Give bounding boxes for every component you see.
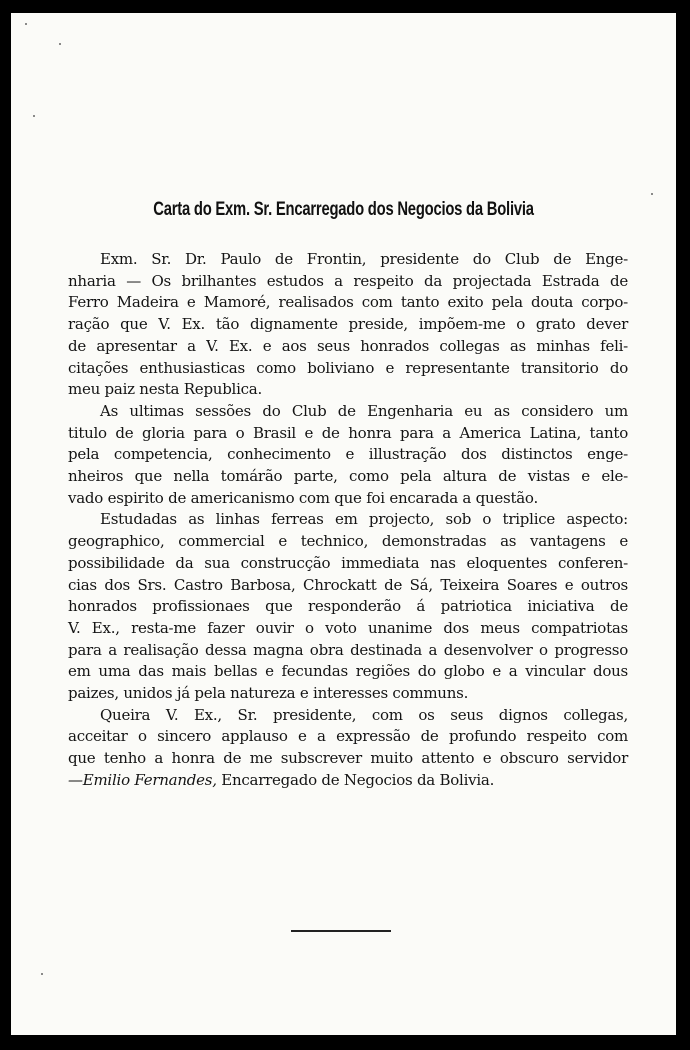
paper-speck: [41, 973, 43, 975]
text-line: Ferro Madeira e Mamoré, realisados com tanto exito pela douta corpo-: [68, 293, 628, 312]
text-line: pela competencia, conhecimento e illustração dos distinctos enge-: [68, 445, 628, 464]
text-line: As ultimas sessões do Club de Engenharia eu as considero um: [100, 401, 628, 420]
paper-speck: [59, 43, 61, 45]
text-line: Exm. Sr. Dr. Paulo de Frontin, presidente do Club de Enge-: [100, 250, 628, 268]
closing-rule: [291, 930, 391, 932]
text-line: em uma das mais bellas e fecundas regiões do globo e a vincular dous: [68, 662, 628, 681]
text-line: Queira V. Ex., Sr. presidente, com os seus dignos collegas,: [100, 705, 628, 724]
text-line: cias dos Srs. Castro Barbosa, Chrockatt de Sá, Teixeira Soares e outros: [68, 575, 628, 594]
text-line: geographico, commercial e technico, demonstradas as vantagens e: [68, 532, 628, 551]
paper-speck: [33, 115, 35, 117]
text-line: para a realisação dessa magna obra destinada a desenvolver o progresso: [68, 640, 628, 659]
letter-title: Carta do Exm. Sr. Encarregado dos Negocios da Bolivia: [153, 199, 534, 220]
letter-body: [68, 249, 628, 792]
text-line: titulo de gloria para o Brasil e de honra para a America Latina, tanto: [68, 423, 628, 442]
text-line: acceitar o sincero applauso e a expressão de profundo respeito com: [68, 727, 628, 746]
signature-line: [68, 770, 628, 792]
text-line: que tenho a honra de me subscrever muito attento e obscuro servidor: [68, 749, 628, 768]
text-line: meu paiz nesta Republica.: [68, 380, 263, 399]
text-line: possibilidade da sua construcção immediata nas eloquentes conferen-: [68, 553, 628, 572]
text-line: citações enthusiasticas como boliviano e representante transitorio do: [68, 358, 628, 377]
text-line: nheiros que nella tomárão parte, como pela altura de vistas e ele-: [68, 467, 628, 486]
paper-speck: [25, 23, 27, 25]
signature-role: Encarregado de Negocios da Bolivia.: [221, 770, 495, 789]
document-page: [11, 13, 676, 1035]
text-line: honrados profissionaes que responderão á patriotica iniciativa de: [68, 597, 628, 616]
text-line: nharia — Os brilhantes estudos a respeito da projectada Estrada de: [68, 271, 628, 290]
text-line: V. Ex., resta-me fazer ouvir o voto unanime dos meus compatriotas: [68, 618, 628, 637]
text-line: vado espirito de americanismo com que foi encarada a questão.: [68, 488, 538, 507]
text-line: ração que V. Ex. tão dignamente preside, impõem-me o grato dever: [68, 315, 628, 334]
signature-name: —Emilio Fernandes,: [68, 770, 217, 789]
text-line: de apresentar a V. Ex. e aos seus honrados collegas as minhas feli-: [68, 336, 628, 355]
text-line: Estudadas as linhas ferreas em projecto, sob o triplice aspecto:: [100, 510, 628, 529]
text-line: paizes, unidos já pela natureza e interesses communs.: [68, 684, 469, 703]
paper-speck: [651, 193, 653, 195]
